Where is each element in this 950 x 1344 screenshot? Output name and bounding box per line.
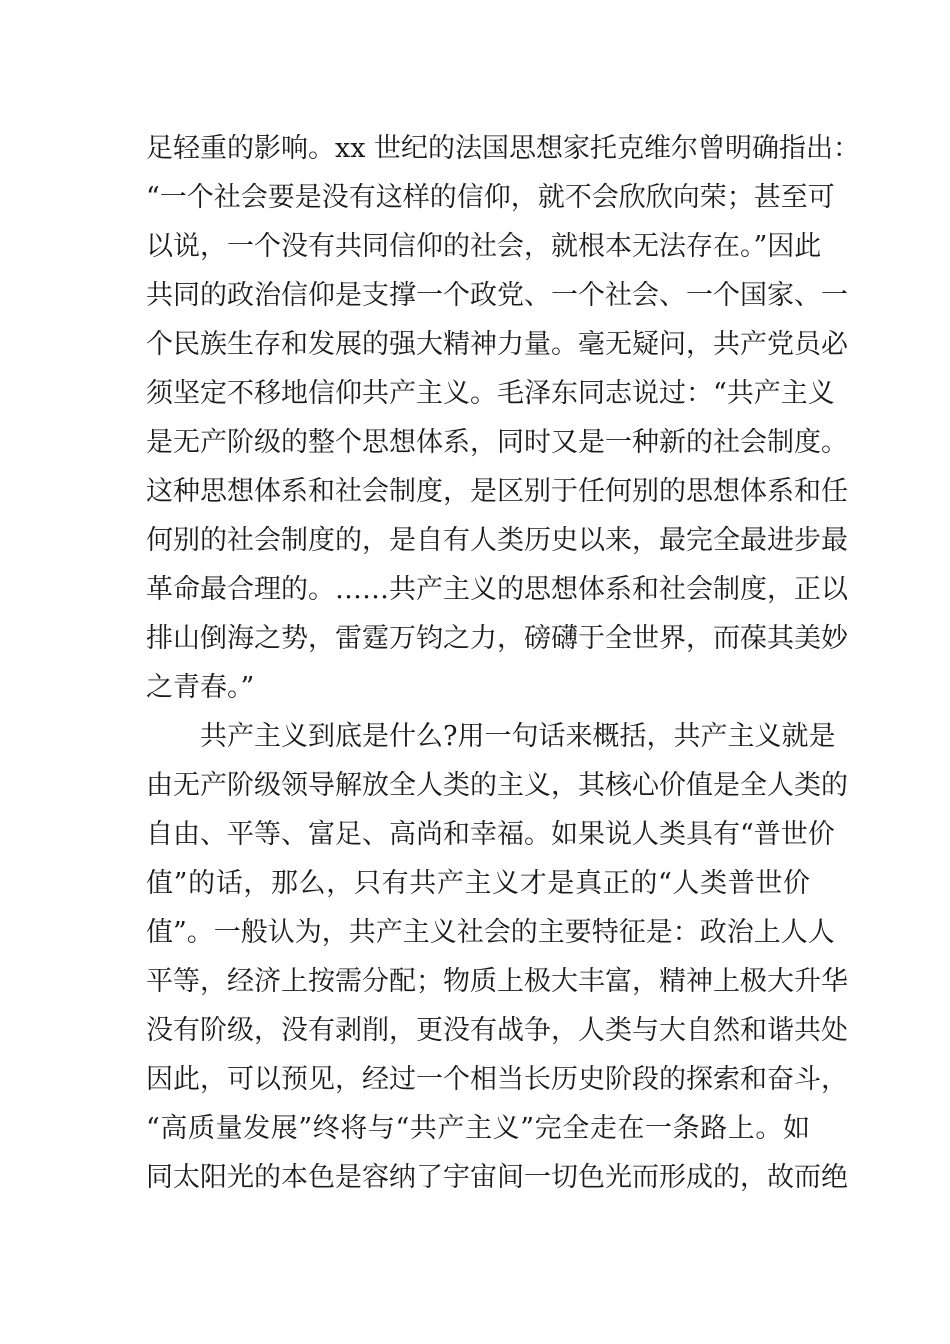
text-line: 须坚定不移地信仰共产主义。毛泽东同志说过：“共产主义: [146, 378, 835, 409]
text-line: “高质量发展”终将与“共产主义”完全走在一条路上。如: [146, 1113, 810, 1144]
text-line: 同太阳光的本色是容纳了宇宙间一切色光而形成的，故而绝: [146, 1162, 848, 1193]
text-line: 排山倒海之势，雷霆万钧之力，磅礴于全世界，而葆其美妙: [146, 623, 848, 654]
text-line: 没有阶级，没有剥削，更没有战争，人类与大自然和谐共处: [146, 1015, 848, 1046]
text-line: 之青春。”: [146, 672, 255, 703]
text-line: 值”的话，那么，只有共产主义才是真正的“人类普世价: [146, 868, 810, 899]
text-line: 这种思想体系和社会制度，是区别于任何别的思想体系和任: [146, 476, 848, 507]
text-line: 因此，可以预见，经过一个相当长历史阶段的探索和奋斗，: [146, 1064, 848, 1095]
text-line: 共同的政治信仰是支撑一个政党、一个社会、一个国家、一: [146, 280, 848, 311]
text-line: 共产主义到底是什么?用一句话来概括，共产主义就是: [200, 721, 836, 752]
text-line: 何别的社会制度的，是自有人类历史以来，最完全最进步最: [146, 525, 848, 556]
body-text: [146, 124, 861, 1202]
text-line: 由无产阶级领导解放全人类的主义，其核心价值是全人类的: [146, 770, 848, 801]
text-line: 足轻重的影响。xx 世纪的法国思想家托克维尔曾明确指出：: [146, 133, 861, 164]
text-line: 革命最合理的。……共产主义的思想体系和社会制度，正以: [146, 574, 848, 605]
text-line: 平等，经济上按需分配；物质上极大丰富，精神上极大升华: [146, 966, 848, 997]
paragraph-communism-definition: [146, 712, 848, 1202]
text-line: 值”。一般认为，共产主义社会的主要特征是：政治上人人: [146, 917, 835, 948]
text-line: “一个社会要是没有这样的信仰，就不会欣欣向荣；甚至可: [146, 182, 835, 213]
text-line: 以说，一个没有共同信仰的社会，就根本无法存在。”因此: [146, 231, 822, 262]
text-line: 自由、平等、富足、高尚和幸福。如果说人类具有“普世价: [146, 819, 835, 850]
text-line: 个民族生存和发展的强大精神力量。毫无疑问，共产党员必: [146, 329, 848, 360]
paragraph-quote-faith: [146, 124, 861, 712]
text-line: 是无产阶级的整个思想体系，同时又是一种新的社会制度。: [146, 427, 848, 458]
